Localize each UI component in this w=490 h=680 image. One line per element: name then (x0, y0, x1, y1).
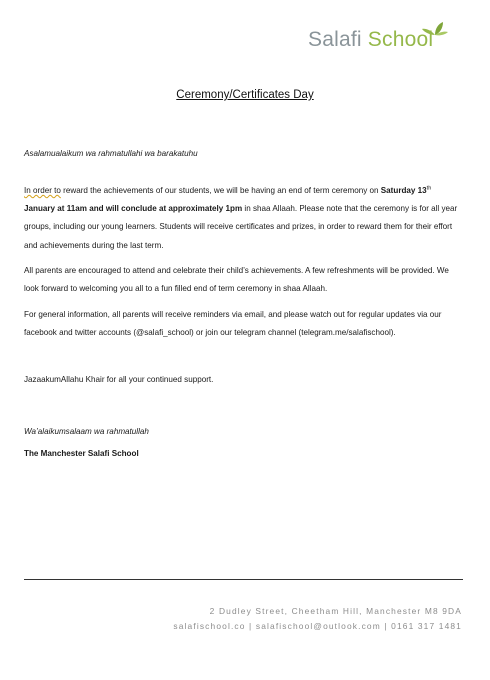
footer-divider (24, 579, 463, 580)
logo-word-school: School (367, 28, 434, 51)
paragraph1-text-a: reward the achievements of our students, we will be having an end of term ceremony on (60, 186, 381, 195)
paragraph-parents-invite: All parents are encouraged to attend and celebrate their child’s achievements. A few refreshments will be provided. We look forward to welcoming you all to a fun filled end of term ceremony in shaa Allaah. (24, 266, 449, 294)
paragraph-general-info: For general information, all parents will receive reminders via email, and please watch out for regular updates via our facebook and twitter accounts (@salafi_school) or join our telegram channel (telegram.me/salafischool). (24, 310, 442, 338)
closing-salutation: Wa’alaikumsalaam wa rahmatullah (24, 427, 149, 436)
school-logo (308, 18, 458, 58)
footer-contact: salafischool.co | salafischool@outlook.com | 0161 317 1481 (173, 621, 462, 631)
spellcheck-underlined-text: In order to (24, 186, 61, 195)
footer-address: 2 Dudley Street, Cheetham Hill, Manchester M8 9DA (209, 606, 462, 616)
ceremony-time: January at 11am and will conclude at approximately 1pm (24, 204, 243, 214)
paragraph1-text-b: in shaa Allaah. Please note that the ceremony is for all year groups, including our young learners. Students will receive certificates and prizes, in order to reward them for their effort and achievements during the last term. (24, 204, 458, 250)
date-ordinal: th (426, 185, 432, 192)
thanks-line: JazaakumAllahu Khair for all your continued support. (24, 375, 214, 384)
greeting: Asalamualaikum wa rahmatullahi wa barakatuhu (24, 149, 198, 158)
logo-wordmark (308, 28, 433, 52)
logo-word-salafi: Salafi (308, 28, 362, 51)
ceremony-date: Saturday 13 (380, 186, 427, 195)
signoff-school-name: The Manchester Salafi School (24, 449, 139, 458)
paragraph-ceremony-details (24, 182, 464, 255)
letter-title: Ceremony/Certificates Day (176, 89, 314, 101)
